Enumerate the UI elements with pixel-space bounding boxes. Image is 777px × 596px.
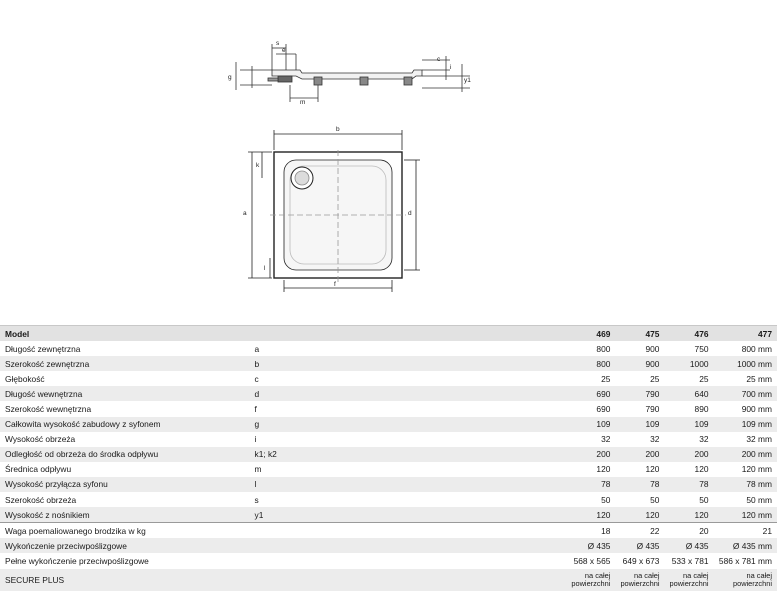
dim-label-s: s (276, 40, 280, 47)
cell-477: 21 (712, 523, 777, 539)
row-symbol (252, 538, 565, 553)
cell-469: 120 (564, 462, 613, 477)
cell-469: 25 (564, 371, 613, 386)
table-row (0, 417, 777, 432)
table-row (0, 492, 777, 507)
cell-475: 25 (613, 371, 662, 386)
dim-label-m: m (300, 99, 306, 106)
dim-label-e: e (282, 47, 286, 54)
cell-476: 1000 (662, 356, 711, 371)
table-row (0, 401, 777, 416)
row-label: Długość zewnętrzna (0, 341, 252, 356)
table-row (0, 538, 777, 553)
cell-469: 800 (564, 341, 613, 356)
secure-line2: powierzchni (732, 578, 772, 588)
spec-table (0, 325, 777, 591)
table-row (0, 477, 777, 492)
row-symbol: y1 (252, 507, 565, 523)
row-symbol: s (252, 492, 565, 507)
cell-475: 900 (613, 341, 662, 356)
row-label: Odległość od obrzeża do środka odpływu (0, 447, 252, 462)
row-symbol: f (252, 401, 565, 416)
cell-477: 25 mm (712, 371, 777, 386)
cell-469: 568 x 565 (564, 553, 613, 568)
cell-469: 109 (564, 417, 613, 432)
row-symbol: i (252, 432, 565, 447)
row-symbol: d (252, 386, 565, 401)
table-row (0, 341, 777, 356)
row-symbol: k1; k2 (252, 447, 565, 462)
cell-476: Ø 435 (662, 538, 711, 553)
row-symbol: a (252, 341, 565, 356)
table-row (0, 507, 777, 523)
secure-line1: na całej (746, 570, 772, 580)
top-view-drawing (248, 130, 420, 292)
header-col-477: 477 (712, 326, 777, 342)
row-label: Szerokość obrzeża (0, 492, 252, 507)
row-symbol: c (252, 371, 565, 386)
cell-476: 32 (662, 432, 711, 447)
cell-475: 32 (613, 432, 662, 447)
cell-477: 1000 mm (712, 356, 777, 371)
table-row (0, 523, 777, 539)
row-label: Szerokość zewnętrzna (0, 356, 252, 371)
row-label: Szerokość wewnętrzna (0, 401, 252, 416)
cell-475: 109 (613, 417, 662, 432)
cell-477: 900 mm (712, 401, 777, 416)
table-row (0, 432, 777, 447)
dim-label-f: f (334, 281, 336, 288)
cell-475: 200 (613, 447, 662, 462)
row-symbol: m (252, 462, 565, 477)
dim-label-a: a (243, 210, 247, 217)
dim-label-d: d (408, 210, 412, 217)
row-label: Waga poemaliowanego brodzika w kg (0, 523, 252, 539)
cell-477 (712, 569, 777, 591)
header-model-label: Model (0, 326, 252, 342)
cell-477: Ø 435 mm (712, 538, 777, 553)
cell-469: Ø 435 (564, 538, 613, 553)
cell-469: 120 (564, 507, 613, 523)
secure-line1: na całej (633, 570, 660, 580)
row-label: SECURE PLUS (0, 569, 252, 591)
row-symbol: g (252, 417, 565, 432)
cell-476: 50 (662, 492, 711, 507)
side-section-drawing (236, 44, 470, 102)
cell-476: 200 (662, 447, 711, 462)
cell-469: 690 (564, 401, 613, 416)
row-label: Średnica odpływu (0, 462, 252, 477)
cell-475: 790 (613, 401, 662, 416)
cell-477: 109 mm (712, 417, 777, 432)
row-symbol (252, 553, 565, 568)
cell-469: 32 (564, 432, 613, 447)
dim-label-b: b (336, 126, 340, 133)
table-row (0, 553, 777, 568)
cell-476: 78 (662, 477, 711, 492)
row-label: Pełne wykończenie przeciwpoślizgowe (0, 553, 252, 568)
row-symbol (252, 523, 565, 539)
cell-469: 50 (564, 492, 613, 507)
table-row (0, 447, 777, 462)
dim-label-c: c (437, 56, 441, 63)
row-symbol: l (252, 477, 565, 492)
cell-469: 78 (564, 477, 613, 492)
cell-476: 640 (662, 386, 711, 401)
header-col-469: 469 (564, 326, 613, 342)
cell-477: 78 mm (712, 477, 777, 492)
cell-469: 690 (564, 386, 613, 401)
cell-475: 649 x 673 (613, 553, 662, 568)
secure-line2: powierzchni (620, 578, 660, 588)
table-row (0, 371, 777, 386)
dim-label-g: g (228, 74, 232, 81)
table-row (0, 356, 777, 371)
cell-476: 533 x 781 (662, 553, 711, 568)
spec-table-body (0, 326, 777, 591)
row-label: Długość wewnętrzna (0, 386, 252, 401)
cell-476: 20 (662, 523, 711, 539)
dim-label-i: i (450, 64, 452, 71)
cell-476 (662, 569, 711, 591)
table-row-secure-plus (0, 569, 777, 591)
cell-477: 700 mm (712, 386, 777, 401)
table-header-row (0, 326, 777, 342)
row-label: Wysokość przyłącza syfonu (0, 477, 252, 492)
cell-476: 890 (662, 401, 711, 416)
cell-476: 120 (662, 462, 711, 477)
cell-475: 78 (613, 477, 662, 492)
table-row (0, 462, 777, 477)
cell-475: 900 (613, 356, 662, 371)
cell-476: 750 (662, 341, 711, 356)
cell-475: 120 (613, 462, 662, 477)
secure-line1: na całej (584, 570, 611, 580)
cell-475: 120 (613, 507, 662, 523)
cell-477: 50 mm (712, 492, 777, 507)
cell-477: 200 mm (712, 447, 777, 462)
secure-line2: powierzchni (669, 578, 709, 588)
header-col-475: 475 (613, 326, 662, 342)
cell-469 (564, 569, 613, 591)
row-symbol: b (252, 356, 565, 371)
table-row (0, 386, 777, 401)
cell-477: 586 x 781 mm (712, 553, 777, 568)
cell-476: 120 (662, 507, 711, 523)
cell-475 (613, 569, 662, 591)
row-label: Wysokość obrzeża (0, 432, 252, 447)
cell-469: 18 (564, 523, 613, 539)
dim-label-l: l (264, 265, 266, 272)
dim-label-y1: y1 (464, 77, 471, 84)
secure-line2: powierzchni (571, 578, 611, 588)
row-label: Głębokość (0, 371, 252, 386)
dim-label-k: k (256, 162, 260, 169)
cell-475: 50 (613, 492, 662, 507)
row-label: Wysokość z nośnikiem (0, 507, 252, 523)
cell-476: 25 (662, 371, 711, 386)
secure-line1: na całej (683, 570, 709, 580)
cell-477: 32 mm (712, 432, 777, 447)
cell-477: 800 mm (712, 341, 777, 356)
cell-477: 120 mm (712, 507, 777, 523)
header-col-476: 476 (662, 326, 711, 342)
cell-469: 800 (564, 356, 613, 371)
cell-475: 22 (613, 523, 662, 539)
cell-476: 109 (662, 417, 711, 432)
cell-477: 120 mm (712, 462, 777, 477)
cell-469: 200 (564, 447, 613, 462)
cell-475: 790 (613, 386, 662, 401)
row-label: Całkowita wysokość zabudowy z syfonem (0, 417, 252, 432)
cell-475: Ø 435 (613, 538, 662, 553)
row-label: Wykończenie przeciwpoślizgowe (0, 538, 252, 553)
